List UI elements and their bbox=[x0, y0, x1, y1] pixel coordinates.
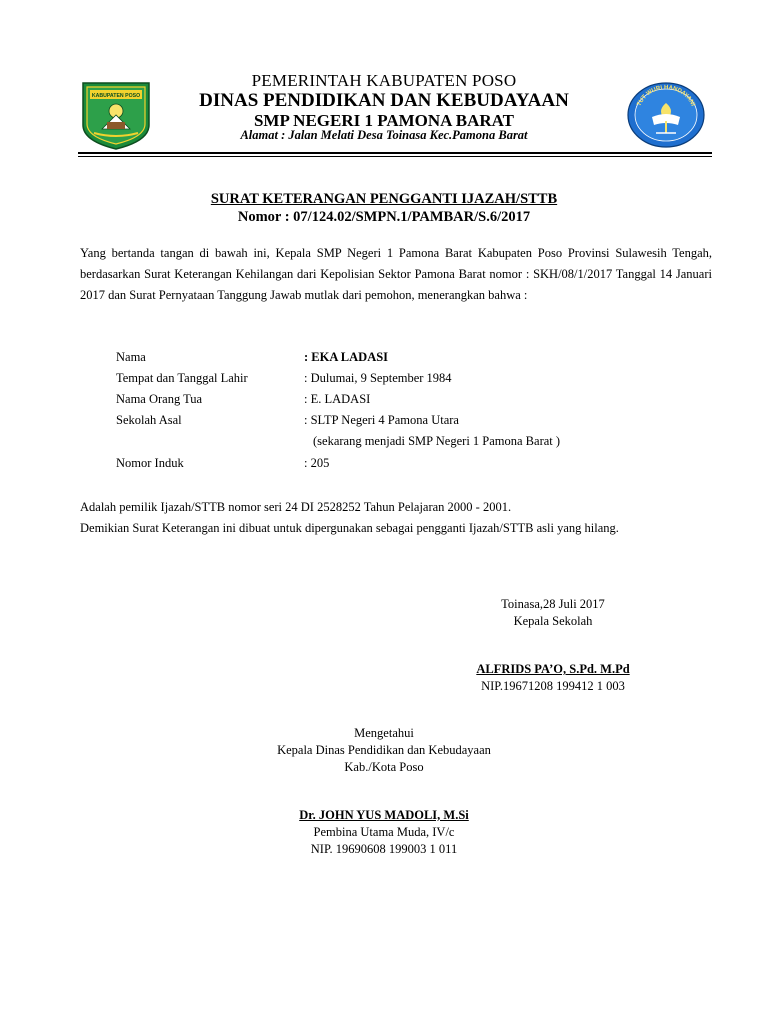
acknowledge-label: Mengetahui bbox=[354, 726, 414, 740]
intro-paragraph: Yang bertanda tangan di bawah ini, Kepala SMP Negeri 1 Pamona Barat Kabupaten Poso Provinsi Sulawesih Tengah, berdasarkan Surat Keterangan Kehilangan dari Kepolisian Sektor Pamona Barat nomor : SKH/08/1/2017 Tanggal 14 Januari 2017 dan Surat Pernyataan Tanggung Jawab mutlak dari pemohon, menerangkan bahwa : bbox=[80, 246, 712, 302]
field-label-parent: Nama Orang Tua bbox=[116, 392, 203, 406]
field-value-school-note: (sekarang menjadi SMP Negeri 1 Pamona Barat ) bbox=[313, 434, 561, 448]
svg-text:TUT WURI HANDAYANI: TUT WURI HANDAYANI bbox=[636, 84, 696, 108]
letter-number: Nomor : 07/124.02/SMPN.1/PAMBAR/S.6/2017 bbox=[237, 209, 531, 225]
field-value-name: : EKA LADASI bbox=[304, 350, 389, 364]
signature-position: Kepala Sekolah bbox=[513, 614, 593, 628]
field-label-student-number: Nomor Induk bbox=[116, 456, 184, 470]
header-school: SMP NEGERI 1 PAMONA BARAT bbox=[253, 111, 515, 130]
closing-paragraph-purpose: Demikian Surat Keterangan ini dibuat untuk dipergunakan sebagai pengganti Ijazah/STTB asli yang hilang. bbox=[80, 521, 619, 535]
acknowledge-name: Dr. JOHN YUS MADOLI, M.Si bbox=[299, 808, 469, 822]
acknowledge-rank: Pembina Utama Muda, IV/c bbox=[313, 825, 455, 839]
field-value-school: : SLTP Negeri 4 Pamona Utara bbox=[304, 413, 459, 427]
field-value-birth: : Dulumai, 9 September 1984 bbox=[304, 371, 452, 385]
field-value-parent: : E. LADASI bbox=[304, 392, 371, 406]
signature-nip: NIP.19671208 199412 1 003 bbox=[481, 679, 625, 693]
closing-paragraph-owner: Adalah pemilik Ijazah/STTB nomor seri 24 DI 2528252 Tahun Pelajaran 2000 - 2001. bbox=[80, 500, 512, 514]
header-divider-thin bbox=[78, 156, 712, 157]
letter-title: SURAT KETERANGAN PENGGANTI IJAZAH/STTB bbox=[210, 191, 558, 207]
field-value-student-number: : 205 bbox=[304, 456, 330, 470]
field-label-school: Sekolah Asal bbox=[116, 413, 182, 427]
header-divider-thick bbox=[78, 152, 712, 154]
svg-text:KABUPATEN POSO: KABUPATEN POSO bbox=[91, 93, 141, 99]
acknowledge-position-1: Kepala Dinas Pendidikan dan Kebudayaan bbox=[277, 743, 491, 757]
header-address: Alamat : Jalan Melati Desa Toinasa Kec.Pamona Barat bbox=[240, 128, 528, 142]
signature-name: ALFRIDS PA’O, S.Pd. M.Pd bbox=[476, 662, 630, 676]
header-government: PEMERINTAH KABUPATEN POSO bbox=[251, 71, 517, 90]
field-label-name: Nama bbox=[116, 350, 146, 364]
header-department: DINAS PENDIDIKAN DAN KEBUDAYAAN bbox=[199, 90, 569, 111]
acknowledge-position-2: Kab./Kota Poso bbox=[344, 760, 424, 774]
acknowledge-nip: NIP. 19690608 199003 1 011 bbox=[310, 842, 458, 856]
field-label-birth: Tempat dan Tanggal Lahir bbox=[116, 371, 248, 385]
signature-place-date: Toinasa,28 Juli 2017 bbox=[501, 597, 605, 611]
